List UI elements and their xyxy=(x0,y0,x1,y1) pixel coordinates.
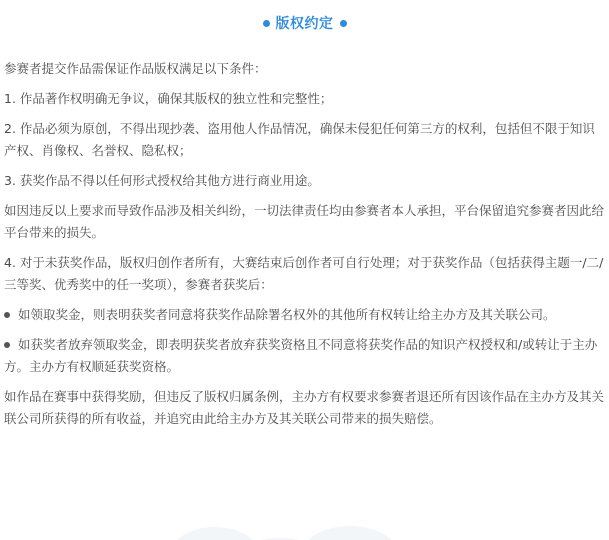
section-title-text: 版权约定 xyxy=(275,16,334,32)
condition-3: 3. 获奖作品不得以任何形式授权给其他方进行商业用途。 xyxy=(4,173,320,188)
section-title xyxy=(0,14,609,34)
bullet-waive-prize xyxy=(4,334,604,378)
agreement-content xyxy=(4,58,604,438)
bullet-claim-prize-text: 如领取奖金，则表明获奖者同意将获奖作品除署名权外的其他所有权转让给主办方及其关联公司。 xyxy=(18,307,556,322)
bullet-waive-prize-text: 如获奖者放弃领取奖金，即表明获奖者放弃获奖资格且不同意将获奖作品的知识产权授权和/或转让于主办方。主办方有权顺延获奖资格。 xyxy=(4,337,598,374)
condition-4: 4. 对于未获奖作品，版权归创作者所有，大赛结束后创作者可自行处理；对于获奖作品（包括获得主题一/二/三等奖、优秀奖中的任一奖项），参赛者获奖后： xyxy=(4,255,604,292)
bullet-claim-prize xyxy=(4,304,604,326)
intro-paragraph: 参赛者提交作品需保证作品版权满足以下条件： xyxy=(4,61,267,76)
violation-paragraph: 如作品在赛事中获得奖励，但违反了版权归属条例，主办方有权要求参赛者退还所有因该作品在主办方及其关联公司所获得的所有收益，并追究由此给主办方及其关联公司带来的损失赔偿。 xyxy=(4,389,605,426)
title-right-dot-icon xyxy=(340,20,347,27)
condition-1: 1. 作品著作权明确无争议，确保其版权的独立性和完整性； xyxy=(4,91,333,106)
bullet-icon xyxy=(4,342,10,348)
cloud-decoration-icon xyxy=(120,520,500,540)
liability-paragraph: 如因违反以上要求而导致作品涉及相关纠纷，一切法律责任均由参赛者本人承担，平台保留追究参赛者因此给平台带来的损失。 xyxy=(4,203,605,240)
condition-2: 2. 作品必须为原创，不得出现抄袭、盗用他人作品情况，确保未侵犯任何第三方的权利，包括但不限于知识产权、肖像权、名誉权、隐私权； xyxy=(4,121,595,158)
title-left-dot-icon xyxy=(263,20,270,27)
bullet-icon xyxy=(4,312,10,318)
